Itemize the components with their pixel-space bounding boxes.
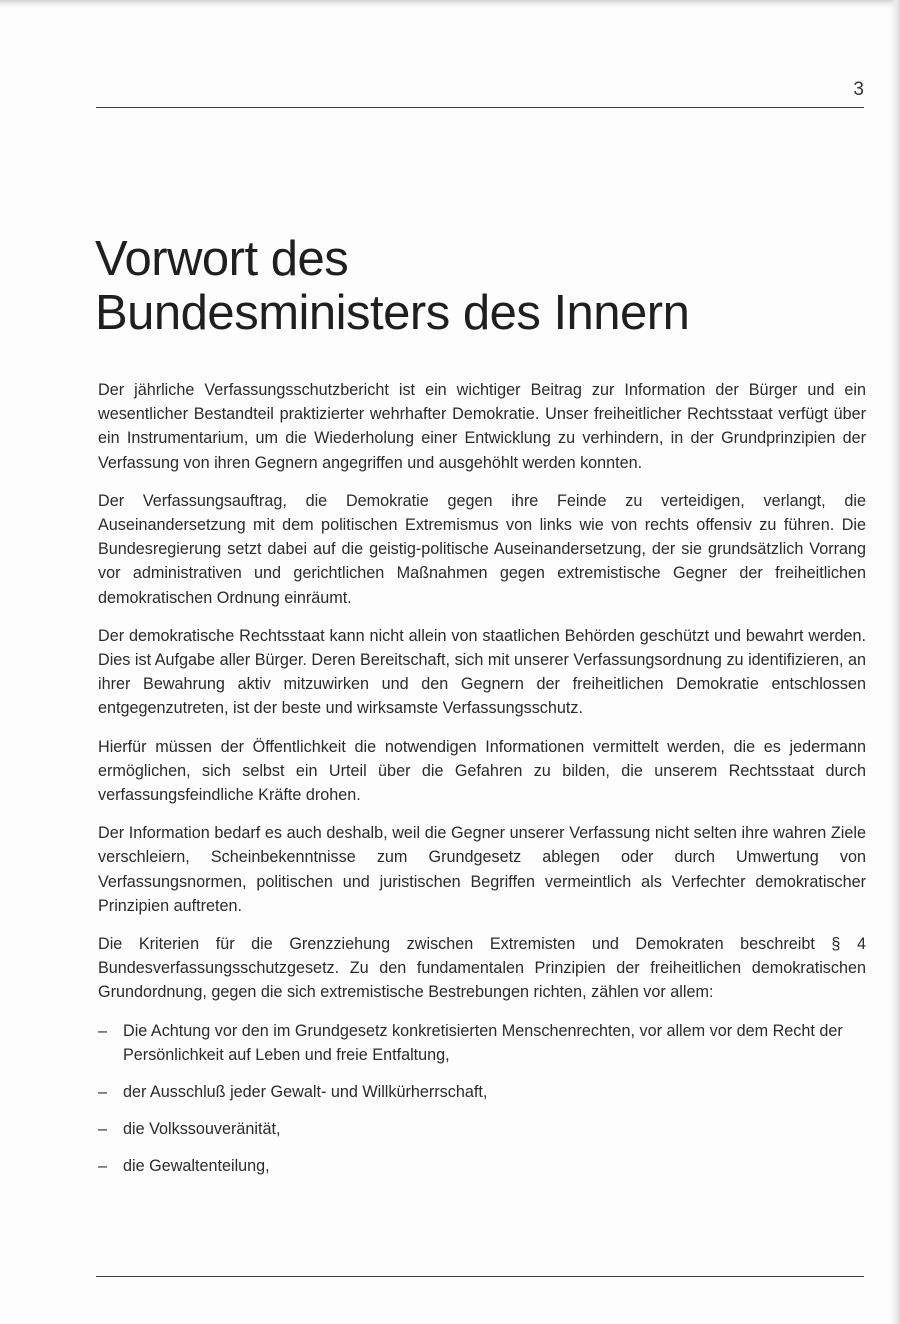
list-dash: – [98, 1120, 108, 1139]
scan-edge-top [0, 0, 900, 8]
scan-edge-right [890, 0, 900, 1324]
list-item-text: die Volkssouveränität, [123, 1120, 281, 1139]
footer-rule [96, 1276, 864, 1277]
list-item-text: Die Achtung vor den im Grundgesetz konkretisierten Menschenrechten, vor allem vor dem Recht der Persönlichkeit auf Leben und freie Entfaltung, [123, 1021, 843, 1064]
paragraph: Der Verfassungsauftrag, die Demokratie gegen ihre Feinde zu verteidigen, verlangt, die Auseinandersetzung mit dem politischen Extremismus von links wie von rechts offensiv zu führen. Die Bundesregierung setzt dabei auf die geistig-politische Auseinandersetzung, der sie grundsätzlich Vorrang vor administrativen und gerichtlichen Maßnahmen gegen extremistische Gegner der freiheitlichen demokratischen Ordnung einräumt. [98, 491, 866, 607]
paragraph: Der Information bedarf es auch deshalb, weil die Gegner unserer Verfassung nicht selten ihre wahren Ziele verschleiern, Scheinbekenntnisse zum Grundgesetz ablegen oder durch Umwertung von Verfassungsnormen, politischen und juristischen Begriffen vermeintlich als Verfechter demokratischer Prinzipien auftreten. [98, 824, 866, 915]
list-dash: – [98, 1021, 108, 1040]
page-title [95, 232, 855, 340]
paragraph: Der jährliche Verfassungsschutzbericht ist ein wichtiger Beitrag zur Information der Bürger und ein wesentlicher Bestandteil praktizierter wehrhafter Demokratie. Unser freiheitlicher Rechtsstaat verfügt über ein Instrumentarium, um die Wiederholung einer Entwicklung zu verhindern, in der Grundprinzipien der Verfassung von ihren Gegnern angegriffen und ausgehöhlt werden konnten. [98, 381, 866, 472]
list-item [98, 1080, 866, 1104]
paragraph: Hierfür müssen der Öffentlichkeit die notwendigen Informationen vermittelt werden, die es jedermann ermöglichen, sich selbst ein Urteil über die Gefahren zu bilden, die unserem Rechtsstaat durch verfassungsfeindliche Kräfte drohen. [98, 737, 866, 805]
page-number: 3 [853, 79, 864, 100]
page-title-line-2: Bundesministers des Innern [95, 286, 690, 340]
criteria-list [98, 1019, 866, 1179]
paragraph: Die Kriterien für die Grenzziehung zwischen Extremisten und Demokraten beschreibt § 4 Bundesverfassungsschutzgesetz. Zu den fundamentalen Prinzipien der freiheitlichen demokratischen Grundordnung, gegen die sich extremistische Bestrebungen richten, zählen vor allem: [98, 935, 866, 1002]
list-item-text: die Gewaltenteilung, [123, 1157, 270, 1176]
list-dash: – [98, 1157, 108, 1176]
paragraph: Der demokratische Rechtsstaat kann nicht allein von staatlichen Behörden geschützt und bewahrt werden. Dies ist Aufgabe aller Bürger. Deren Bereitschaft, sich mit unserer Verfassungsordnung zu identifizieren, an ihrer Bewahrung aktiv mitzuwirken und den Gegnern der freiheitlichen Demokratie entschlossen entgegenzutreten, ist der beste und wirksamste Verfassungsschutz. [98, 626, 866, 718]
list-item [98, 1154, 866, 1178]
body-text [98, 378, 866, 1192]
header-rule [96, 107, 864, 108]
list-item-text: der Ausschluß jeder Gewalt- und Willkürherrschaft, [123, 1083, 488, 1102]
list-item [98, 1117, 866, 1141]
list-dash: – [98, 1083, 108, 1102]
page-title-line-1: Vorwort des [95, 232, 349, 286]
list-item [98, 1019, 866, 1067]
